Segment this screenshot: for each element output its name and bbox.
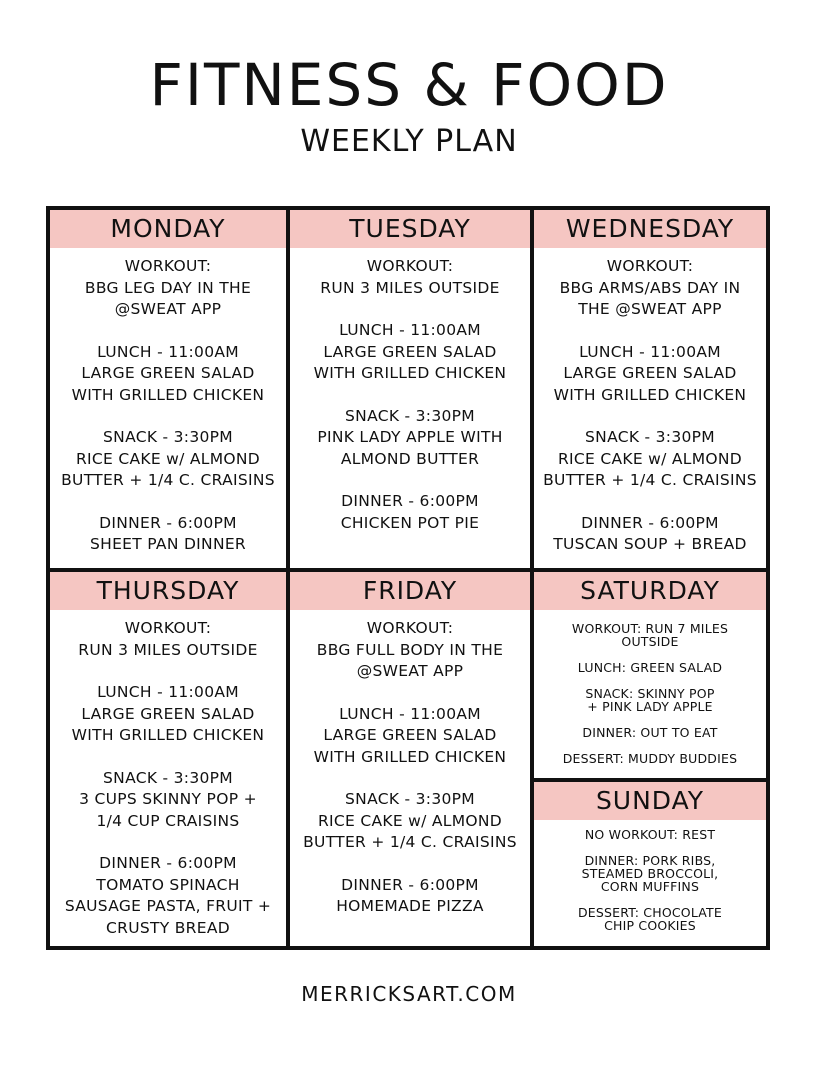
plan-entry-line: DINNER: OUT TO EAT — [582, 725, 718, 740]
plan-entry-line: NO WORKOUT: REST — [584, 827, 716, 842]
plan-entry-line: THE @SWEAT APP — [578, 300, 722, 318]
plan-entry-line: SNACK - 3:30PM — [103, 768, 233, 787]
plan-entry-line: WITH GRILLED CHICKEN — [553, 385, 747, 404]
plan-entry — [290, 704, 530, 769]
plan-entry-line: BBG ARMS/ABS DAY IN — [559, 278, 741, 297]
plan-entry-line: DINNER - 6:00PM — [99, 513, 237, 532]
day-cell-monday — [50, 210, 286, 568]
plan-entry-line: LARGE GREEN SALAD — [563, 364, 737, 382]
plan-entry-line: SNACK: SKINNY POP — [585, 686, 715, 701]
plan-entry-line: RUN 3 MILES OUTSIDE — [320, 278, 500, 297]
page-title: FITNESS & FOOD — [149, 51, 669, 119]
day-header-sunday: SUNDAY — [534, 782, 766, 820]
plan-entry-line: LARGE GREEN SALAD — [81, 704, 255, 723]
plan-entry-line: WORKOUT: — [366, 257, 454, 275]
plan-entry — [50, 853, 286, 939]
plan-entry — [534, 661, 766, 674]
plan-entry-line: BBG LEG DAY IN THE — [84, 278, 252, 297]
plan-entry-line: BUTTER + 1/4 C. CRAISINS — [61, 471, 275, 489]
plan-entry-line: PINK LADY APPLE WITH — [317, 428, 503, 446]
plan-entry — [290, 491, 530, 534]
day-body-friday — [290, 618, 530, 939]
day-body-thursday — [50, 618, 286, 960]
plan-entry-line: CRUSTY BREAD — [106, 918, 230, 937]
page-subtitle: WEEKLY PLAN — [300, 124, 518, 159]
plan-entry-line: SNACK - 3:30PM — [345, 406, 475, 425]
plan-entry-line: WORKOUT: RUN 7 MILES — [571, 621, 729, 636]
plan-entry-line: OUTSIDE — [621, 634, 679, 649]
plan-entry-line: SNACK - 3:30PM — [103, 428, 233, 446]
day-body-tuesday — [290, 256, 530, 555]
plan-entry-line: TUSCAN SOUP + BREAD — [553, 535, 747, 553]
day-header-tuesday: TUESDAY — [290, 210, 530, 248]
plan-entry — [50, 513, 286, 556]
plan-entry-line: BBG FULL BODY IN THE — [316, 640, 504, 659]
day-header-friday: FRIDAY — [290, 572, 530, 610]
plan-entry — [534, 752, 766, 765]
plan-entry-line: WORKOUT: — [606, 257, 694, 275]
plan-entry-line: SNACK - 3:30PM — [345, 790, 475, 808]
plan-entry-line: HOMEMADE PIZZA — [336, 897, 484, 915]
day-header-thursday: THURSDAY — [50, 572, 286, 610]
plan-entry-line: SAUSAGE PASTA, FRUIT + — [64, 897, 272, 915]
plan-entry-line: DINNER - 6:00PM — [99, 854, 237, 872]
footer-website: MERRICKSART.COM — [301, 982, 517, 1006]
plan-entry-line: WITH GRILLED CHICKEN — [71, 385, 265, 404]
day-cell-sunday — [534, 782, 766, 946]
plan-entry-line: RUN 3 MILES OUTSIDE — [78, 640, 258, 659]
plan-entry — [290, 256, 530, 299]
day-cell-thursday — [50, 572, 286, 946]
plan-entry-line: LUNCH - 11:00AM — [97, 342, 239, 361]
plan-entry — [534, 687, 766, 713]
plan-entry-line: LARGE GREEN SALAD — [323, 726, 497, 744]
plan-entry — [534, 513, 766, 556]
day-cell-wednesday — [534, 210, 766, 568]
plan-entry — [534, 854, 766, 893]
plan-entry-line: ALMOND BUTTER — [340, 449, 480, 468]
plan-entry-line: LUNCH - 11:00AM — [97, 683, 239, 701]
plan-entry — [534, 906, 766, 932]
day-body-saturday — [534, 622, 766, 778]
plan-entry-line: WITH GRILLED CHICKEN — [313, 364, 507, 382]
day-body-monday — [50, 256, 286, 577]
plan-entry-line: RICE CAKE w/ ALMOND — [317, 811, 503, 830]
plan-entry-line: DESSERT: MUDDY BUDDIES — [562, 751, 738, 766]
plan-entry-line: BUTTER + 1/4 C. CRAISINS — [543, 471, 757, 489]
day-cell-friday — [290, 572, 530, 946]
plan-entry — [50, 618, 286, 661]
plan-entry — [534, 726, 766, 739]
day-cell-saturday — [534, 572, 766, 778]
day-header-saturday: SATURDAY — [534, 572, 766, 610]
plan-entry-line: LUNCH - 11:00AM — [579, 342, 721, 361]
plan-entry — [534, 622, 766, 648]
plan-entry-line: LUNCH: GREEN SALAD — [577, 660, 723, 675]
plan-entry-line: 1/4 CUP CRAISINS — [96, 811, 240, 830]
plan-entry-line: LUNCH - 11:00AM — [339, 321, 481, 339]
day-body-sunday — [534, 828, 766, 945]
plan-entry-line: DINNER: PORK RIBS, — [584, 853, 716, 868]
plan-entry-line: CORN MUFFINS — [600, 879, 700, 894]
weekly-plan-grid — [46, 206, 770, 950]
plan-entry-line: WITH GRILLED CHICKEN — [71, 726, 265, 744]
plan-entry — [290, 875, 530, 918]
plan-entry — [534, 828, 766, 841]
plan-entry-line: BUTTER + 1/4 C. CRAISINS — [303, 833, 517, 851]
day-header-wednesday: WEDNESDAY — [534, 210, 766, 248]
plan-entry-line: STEAMED BROCCOLI, — [581, 866, 719, 881]
day-header-monday: MONDAY — [50, 210, 286, 248]
plan-entry-line: @SWEAT APP — [356, 662, 464, 680]
day-body-wednesday — [534, 256, 766, 577]
plan-entry — [50, 256, 286, 321]
plan-entry-line: DINNER - 6:00PM — [581, 513, 719, 532]
plan-entry-line: LUNCH - 11:00AM — [339, 704, 481, 723]
plan-entry — [50, 682, 286, 747]
plan-entry-line: DINNER - 6:00PM — [341, 875, 479, 894]
plan-entry-line: 3 CUPS SKINNY POP + — [79, 790, 257, 808]
plan-entry — [534, 342, 766, 407]
plan-entry-line: LARGE GREEN SALAD — [81, 364, 255, 382]
plan-entry-line: + PINK LADY APPLE — [587, 699, 713, 714]
plan-entry — [50, 427, 286, 492]
plan-entry — [50, 768, 286, 833]
plan-entry-line: DESSERT: CHOCOLATE — [577, 905, 722, 920]
plan-entry — [290, 789, 530, 854]
plan-entry-line: WORKOUT: — [124, 619, 212, 637]
plan-entry-line: SNACK - 3:30PM — [585, 428, 715, 446]
plan-entry-line: WITH GRILLED CHICKEN — [313, 747, 507, 766]
plan-entry-line: TOMATO SPINACH — [96, 875, 240, 894]
day-cell-tuesday — [290, 210, 530, 568]
plan-entry — [290, 618, 530, 683]
plan-entry-line: RICE CAKE w/ ALMOND — [75, 449, 261, 468]
plan-entry — [290, 406, 530, 471]
plan-entry-line: SHEET PAN DINNER — [89, 535, 246, 553]
plan-entry-line: WORKOUT: — [124, 257, 212, 275]
plan-entry-line: WORKOUT: — [366, 619, 454, 637]
plan-entry-line: CHIP COOKIES — [604, 918, 696, 933]
plan-entry — [290, 320, 530, 385]
plan-entry-line: RICE CAKE w/ ALMOND — [557, 449, 743, 468]
plan-entry — [534, 427, 766, 492]
plan-entry-line: LARGE GREEN SALAD — [323, 342, 497, 361]
plan-entry-line: DINNER - 6:00PM — [341, 492, 479, 510]
plan-entry — [534, 256, 766, 321]
plan-entry — [50, 342, 286, 407]
plan-entry-line: @SWEAT APP — [114, 300, 222, 318]
plan-entry-line: CHICKEN POT PIE — [340, 513, 480, 532]
